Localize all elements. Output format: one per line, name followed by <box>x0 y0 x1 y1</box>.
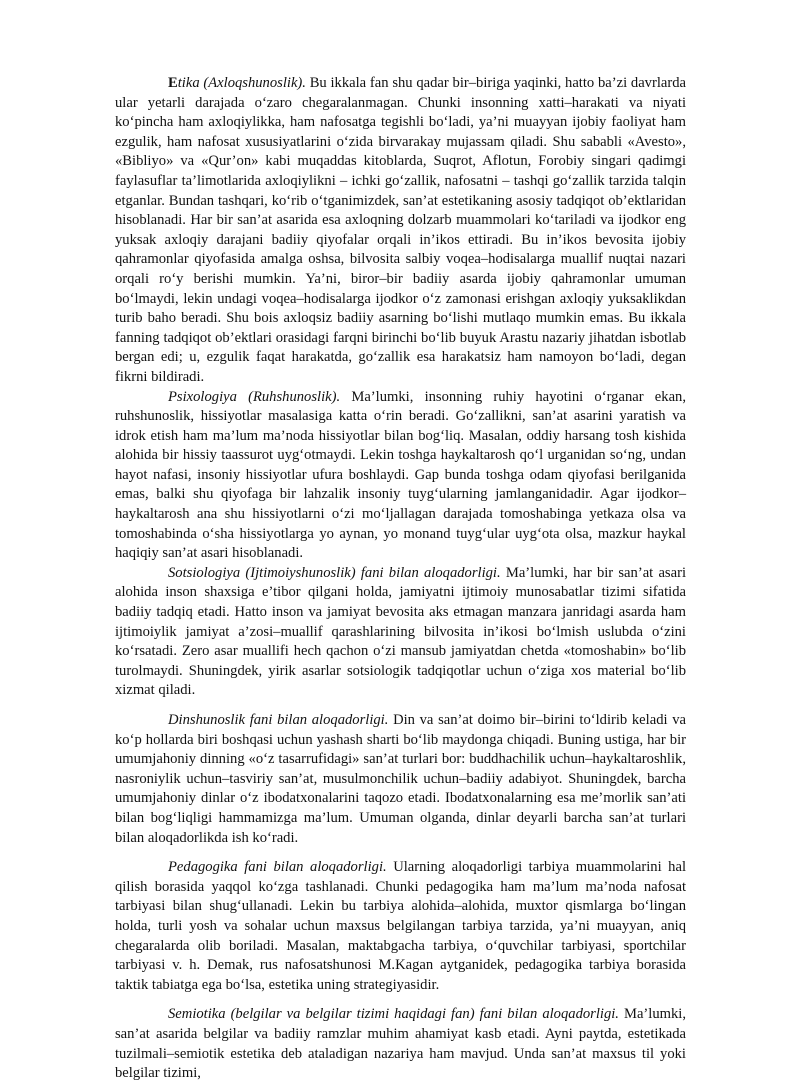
paragraph-heading: Semiotika (belgilar va belgilar tizimi haqidagi fan) fani bilan aloqadorligi. <box>168 1006 619 1023</box>
paragraph-semiotics <box>115 1005 686 1083</box>
paragraph-text: Ma’lumki, san’at asarida belgilar va badiiy ramzlar muhim ahamiyat kasb etadi. Ayni paytda, estetikada tuzilmali–semiotik estetika deb ataladigan nazariya ham mavjud. Unda san’at maxsus til yoki belgilar tizimi, <box>115 1006 686 1082</box>
paragraph-religion <box>115 711 686 848</box>
paragraph-heading: Pedagogika fani bilan aloqadorligi. <box>168 859 387 876</box>
paragraph-heading: Psixologiya (Ruhshunoslik). <box>168 388 341 405</box>
paragraph-ethics <box>115 74 686 388</box>
paragraph-heading: Sotsiologiya (Ijtimoiyshunoslik) fani bilan aloqadorligi. <box>168 564 501 581</box>
drop-letter: E <box>168 75 178 91</box>
paragraph-sociology <box>115 564 686 701</box>
paragraph-psychology <box>115 388 686 564</box>
paragraph-heading: tika (Axloqshunoslik). <box>177 75 306 91</box>
document-body <box>115 74 686 1084</box>
paragraph-text: Din va san’at doimo bir–birini to‘ldirib keladi va ko‘p hollarda biri boshqasi uchun yashash sharti bo‘lib maydonga chiqadi. Buning ustiga, har bir umumjahoniy dinning «o‘z tasarrufidagi» san’at turlari bor: buddhachilik uchun–haykaltaroshlik, nasroniylik uchun–tasviriy san’at, musulmonchilik uchun–badiiy adabiyot. Shuningdek, barcha umumjahoniy dinlar o‘z ibodatxonalarini taqozo etadi. Ibodatxonalarning esa me’morlik san’ati bilan bog‘liqligi hammamizga ma’lum. Umuman olganda, dinlar deyarli barcha san’at turlari bilan aloqadorlikda ish ko‘radi. <box>115 712 686 846</box>
paragraph-pedagogy <box>115 858 686 995</box>
paragraph-text: Ma’lumki, insonning ruhiy hayotini o‘rganar ekan, ruhshunoslik, hissiyotlar masalasiga katta o‘rin beradi. Go‘zallikni, san’at asarini yaratish va idrok etish ham ma’lum ma’noda hissiyotlar bilan bog‘liq. Masalan, oddiy harsang tosh kishida alohida bir hissiy taassurot uyg‘otmaydi. Lekin toshga haykaltarosh qo‘l urganidan so‘ng, undan hayot nafasi, insoniy hissiyotlar ufura boshlaydi. Gap bunda toshga odam qiyofasi berilganida emas, balki shu qiyofaga bir lahzalik insoniy tuyg‘ularning jamlanganidadir. Agar ijodkor–haykaltarosh ana shu hissiyotlarni o‘zi mo‘ljallagan darajada tomoshabinga yetkaza olsa va tomoshabinda o‘sha hissiyotlarga yo aynan, yo monand tuyg‘ular uyg‘ota olsa, mazkur haykal haqiqiy san’at asari hisoblanadi. <box>115 388 686 562</box>
paragraph-heading: Dinshunoslik fani bilan aloqadorligi. <box>168 712 389 728</box>
paragraph-text: Bu ikkala fan shu qadar bir–biriga yaqinki, hatto ba’zi davrlarda ular yetarli darajada o‘zaro chegaralanmagan. Chunki insonning xatti–harakati va niyati ko‘pincha ham axloqiylikka, ham nafosatga tegishli bo‘ladi, ya’ni muayyan ijobiy faoliyat ham ezgulik, ham nafosat xususiyatlarini o‘zida birvarakay mujassam qiladi. Shu sababli «Avesto», «Bibliyo» va «Qur’on» kabi muqaddas kitoblarda, Suqrot, Aflotun, Forobiy singari qadimgi faylasuflar ta’limotlarida axloqiylikni – ichki go‘zallik, nafosatni – tashqi go‘zallik tarzida talqin etganlar. Bundan tashqari, ko‘rib o‘tganimizdek, san’at estetikaning asosiy tadqiqot ob’ektlaridan hisoblanadi. Har bir san’at asarida esa axloqning dolzarb muammolari ko‘tariladi va ijodkor eng yuksak axloqiy darajani badiiy qiyofalar orqali in’ikos ettiradi. Bu in’ikos bevosita ijobiy qahramonlar qiyofasida amalga oshsa, bilvosita salbiy voqea–hodisalarga muallif nuqtai nazari orqali ro‘y berishi mumkin. Ya’ni, biror–bir badiiy asarda ijobiy qahramonlar umuman bo‘lmaydi, lekin undagi voqea–hodisalarga ijodkor o‘z zamonasi erishgan axloqiy yuksaklikdan turib baho beradi. Shu bois axloqsiz badiiy asarning bo‘lishi mutlaqo mumkin emas. Bu ikkala fanning tadqiqot ob’ektlari orasidagi farqni birinchi bo‘lib buyuk Arastu nazariy jihatdan isbotlab bergan edi; u, ezgulik faqat harakatda, go‘zallik esa harakatsiz ham namoyon bo‘ladi, degan fikrni bildiradi. <box>115 75 687 385</box>
paragraph-text: Ularning aloqadorligi tarbiya muammolarini hal qilish borasida yaqqol ko‘zga tashlanadi. Chunki pedagogika ham ma’lum ma’noda nafosat tarbiyasi bilan shug‘ullanadi. Lekin bu tarbiya alohida–alohida, muxtor qismlarga bo‘lingan holda, turli yosh va sohalar uchun maxsus belgilangan tarbiya tarzida, ya’ni muayyan, aniq chegaralarda olib boriladi. Masalan, maktabgacha tarbiya, o‘quvchilar tarbiyasi, sportchilar tarbiyasi v. h. Demak, rus nafosatshunosi M.Kagan aytganidek, pedagogika tarbiya borasida taktik tabiatga ega bo‘lsa, estetika uning strategiyasidir. <box>115 859 687 993</box>
paragraph-text: Ma’lumki, har bir san’at asari alohida inson shaxsiga e’tibor qilgani holda, jamiyatni ijtimoiy munosabatlar tizimi sifatida badiiy tadqiq etadi. Hatto inson va jamiyat bevosita aks etmagan manzara janridagi asarda ham ijtimoiylik jamiyat a’zosi–muallif qarashlarining bilvosita in’ikosi bo‘lmish uslubda o‘zini ko‘rsatadi. Zero asar muallifi hech qachon o‘zi mansub jamiyatdan chetda «tomoshabin» bo‘lib turolmaydi. Shuningdek, yirik asarlar sotsiologik tadqiqotlar uchun o‘ziga xos material bo‘lib xizmat qiladi. <box>115 564 686 699</box>
